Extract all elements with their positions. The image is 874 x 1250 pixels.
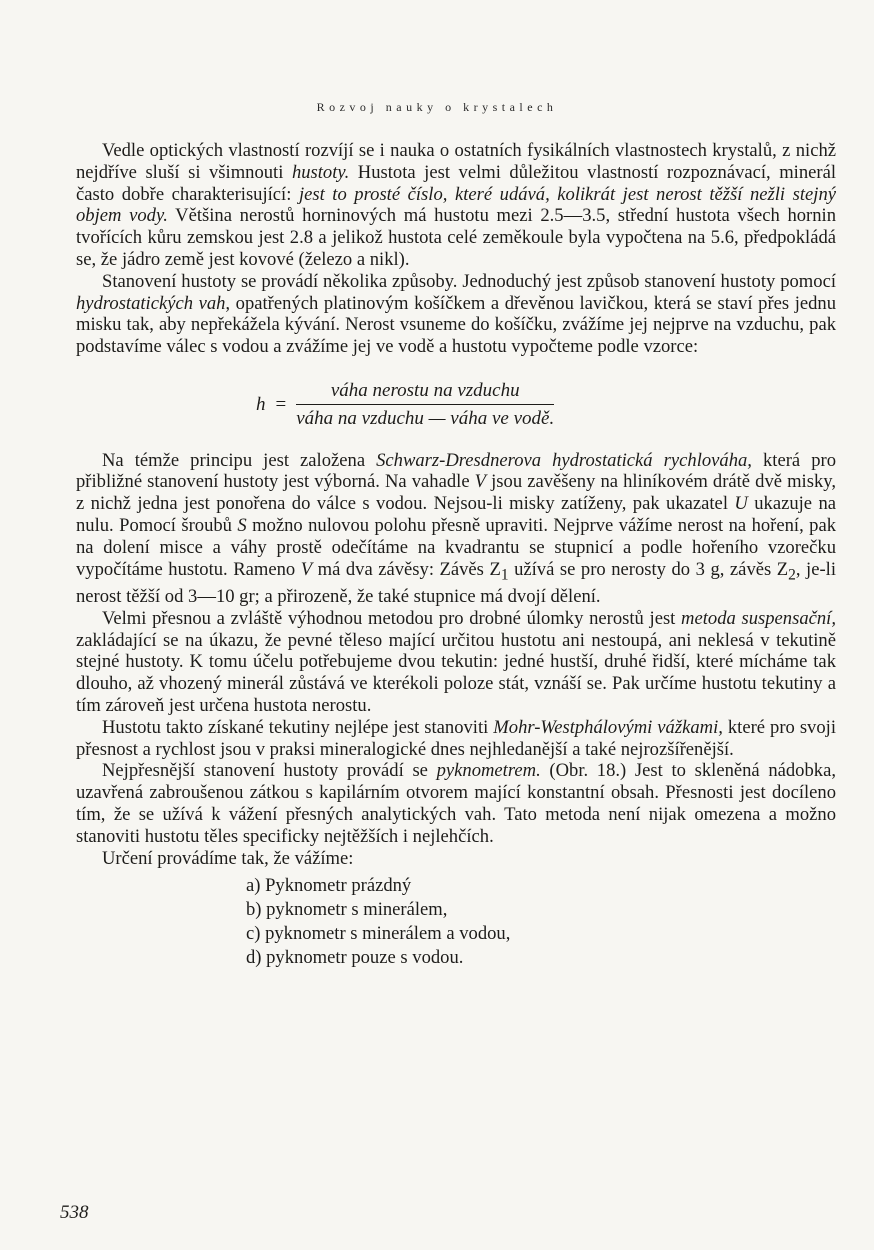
paragraph-density-intro: Vedle optických vlastností rozvíjí se i nauka o ostatních fysikálních vlastnostech krystalů, z nichž nejdříve sluší si všimnouti hustoty. Hustota jest velmi důležitou vlastností rozpoznávací, minerál často dobře charakterisující: jest to prosté číslo, které udává, kolikrát jest nerost těžší nežli stejný objem vody. Většina nerostů horninových má hustotu mezi 2.5—3.5, střední hustota všech hornin tvořících kůru zemskou jest 2.8 a jelikož hustota celé zeměkoule byla vypočtena na 5.6, předpokládá se, že jádro země jest kovové (železo a nikl). bbox=[76, 140, 837, 270]
paragraph-procedure-intro: Určení provádíme tak, že vážíme: bbox=[102, 847, 354, 869]
paragraph-pycnometer: Nejpřesnější stanovení hustoty provádí se pyknometrem. (Obr. 18.) Jest to skleněná nádobka, uzavřená zabroušenou zátkou s kapilárním otvorem mající konstantní obsah. Přesnosti jest docíleno tím, že se užívá k vážení přesných analytických vah. Tato metoda není nijak omezena a možno stanoviti hustotu těles specificky nejtěžších i nejlehčích. bbox=[76, 760, 836, 847]
density-formula bbox=[256, 380, 836, 430]
paragraph-hydrostatic-balance: Stanovení hustoty se provádí několika způsoby. Jednoduchý jest způsob stanovení hustoty pomocí hydrostatických vah, opatřených platinovým košíčkem a dřevěnou lavičkou, která se staví přes jednu misku tak, aby nepřekážela kývání. Nerost vsuneme do košíčku, zvážíme jej nejprve na vzduchu, pak podstavíme válec s vodou a zvážíme jej ve vodě a hustotu vypočteme podle vzorce: bbox=[76, 270, 837, 358]
list-item: a) Pyknometr prázdný bbox=[246, 875, 412, 897]
page-body bbox=[76, 140, 836, 971]
formula-equals: = bbox=[275, 393, 287, 415]
formula-denominator: váha na vzduchu — váha ve vodě. bbox=[296, 404, 554, 430]
list-item: d) pyknometr pouze s vodou. bbox=[246, 946, 464, 968]
list-item: c) pyknometr s minerálem a vodou, bbox=[246, 923, 511, 945]
list-item: b) pyknometr s minerálem, bbox=[246, 899, 448, 921]
running-head: Rozvoj nauky o krystalech bbox=[316, 100, 558, 114]
page-number: 538 bbox=[60, 1202, 89, 1223]
formula-lhs: h bbox=[256, 393, 266, 415]
formula-numerator: váha nerostu na vzduchu bbox=[330, 379, 520, 401]
paragraph-rychlovaha: Na témže principu jest založena Schwarz-Dresdnerova hydrostatická rychlováha, která pro přibližné stanovení hustoty jest výborná. Na vahadle V jsou zavěšeny na hliníkovém drátě dvě misky, z nichž jedna jest ponořena do válce s vodou. Nejsou-li misky zatíženy, pak ukazatel U ukazuje na nulu. Pomocí šroubů S možno nulovou polohu přesně upraviti. Nejprve vážíme nerost na hoření, pak na dolení misce a váhy prostě odečítáme na kvadrantu se stupnicí a podle hořeního vzorečku vypočítáme hustotu. Rameno V má dva závěsy: Závěs $Z_1$ užívá se pro nerosty do 3 g, závěs $Z_2$, je-li nerost těžší od 3—10 gr; a přirozeně, že také stupnice má dvojí dělení. bbox=[76, 449, 836, 608]
weighing-steps-list bbox=[246, 875, 836, 968]
paragraph-mohr-westphal: Hustotu takto získané tekutiny nejlépe jest stanoviti Mohr-Westphálovými vážkami, které pro svoji přesnost a rychlost jsou v praksi mineralogické dnes nejhledanější a také nejrozšířenější. bbox=[76, 716, 836, 760]
paragraph-suspension-method: Velmi přesnou a zvláště výhodnou metodou pro drobné úlomky nerostů jest metoda suspensační, zakládající se na úkazu, že pevné těleso mající určitou hustotu ani nestoupá, ani neklesá v tekutině stejné hustoty. K tomu účelu potřebujeme dvou tekutin: jedné hustší, druhé řidší, které mícháme tak dlouho, až vhozený minerál zůstává ve kterékoli poloze stát, vznáší se. Pak určíme hustotu tekutiny a tím zároveň jest určena hustota nerostu. bbox=[76, 607, 836, 717]
formula-fraction bbox=[296, 380, 554, 430]
